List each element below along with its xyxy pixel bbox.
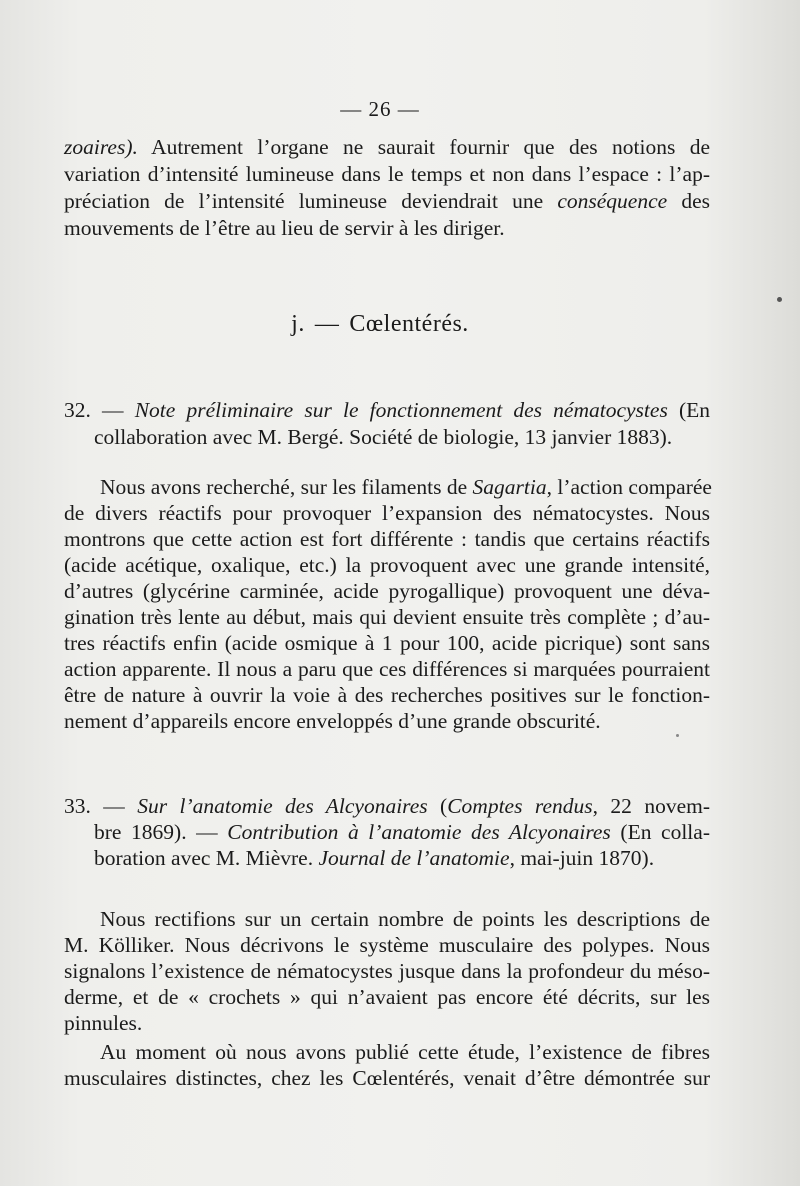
entry-32-para-line-8: action apparente. Il nous a paru que ces différences si marquées pourraient — [64, 657, 710, 681]
intro-line-2: variation d’intensité lumineuse dans le temps et non dans l’espace : l’ap- — [64, 162, 710, 186]
entry-32-para-line-3: montrons que cette action est fort différente : tandis que certains réactifs — [64, 527, 710, 551]
entry-33-para1-line-3: signalons l’existence de nématocystes jusque dans la profondeur du méso- — [64, 959, 710, 983]
page-number: — 26 — — [340, 97, 420, 121]
intro-line-4: mouvements de l’être au lieu de servir à les diriger. — [64, 216, 505, 240]
entry-33-para2-line-2: musculaires distinctes, chez les Cœlentérés, venait d’être démontrée sur — [64, 1066, 710, 1090]
entry-32-para-line-9: être de nature à ouvrir la voie à des recherches positives sur le fonction- — [64, 683, 710, 707]
scan-speck — [676, 734, 679, 737]
entry-33-citation-line-2: bre 1869). — Contribution à l’anatomie des Alcyonaires (En colla- — [94, 820, 710, 844]
entry-32-citation-line-2: collaboration avec M. Bergé. Société de biologie, 13 janvier 1883). — [94, 425, 673, 449]
entry-33-para1-line-2: M. Kölliker. Nous décrivons le système musculaire des polypes. Nous — [64, 933, 710, 957]
entry-32-para-line-7: tres réactifs enfin (acide osmique à 1 pour 100, acide picrique) sont sans — [64, 631, 710, 655]
entry-33-para1-line-4: derme, et de « crochets » qui n’avaient pas encore été décrits, sur les — [64, 985, 710, 1009]
section-heading — [0, 311, 760, 338]
scan-speck — [777, 297, 782, 302]
entry-33-para2-line-1: Au moment où nous avons publié cette étude, l’existence de fibres — [100, 1040, 710, 1064]
entry-33-para1-line-1: Nous rectifions sur un certain nombre de points les descriptions de — [100, 907, 710, 931]
intro-line-3: préciation de l’intensité lumineuse deviendrait une conséquence des — [64, 189, 710, 213]
section-title: Cœlentérés. — [349, 311, 469, 337]
entry-32-para-line-1: Nous avons recherché, sur les filaments de Sagartia, l’action comparée — [100, 475, 712, 499]
entry-33-citation-line-1: 33. — Sur l’anatomie des Alcyonaires (Comptes rendus, 22 novem- — [64, 794, 711, 818]
section-letter: j. — [291, 311, 305, 337]
entry-32-para-line-5: d’autres (glycérine carminée, acide pyrogallique) provoquent une déva- — [64, 579, 710, 603]
entry-33-para1-line-5: pinnules. — [64, 1011, 143, 1035]
entry-32-para-line-6: gination très lente au début, mais qui devient ensuite très complète ; d’au- — [64, 605, 710, 629]
entry-32-citation-line-1: 32. — Note préliminaire sur le fonctionnement des nématocystes (En — [64, 398, 711, 422]
entry-33-citation-line-3: boration avec M. Mièvre. Journal de l’anatomie, mai-juin 1870). — [94, 846, 655, 870]
section-dash: — — [314, 311, 340, 337]
entry-32-para-line-2: de divers réactifs pour provoquer l’expansion des nématocystes. Nous — [64, 501, 710, 525]
entry-32-para-line-4: (acide acétique, oxalique, etc.) la provoquent avec une grande intensité, — [64, 553, 710, 577]
entry-32-para-line-10: nement d’appareils encore enveloppés d’une grande obscurité. — [64, 709, 601, 733]
intro-line-1: zoaires). Autrement l’organe ne saurait fournir que des notions de — [64, 135, 710, 159]
